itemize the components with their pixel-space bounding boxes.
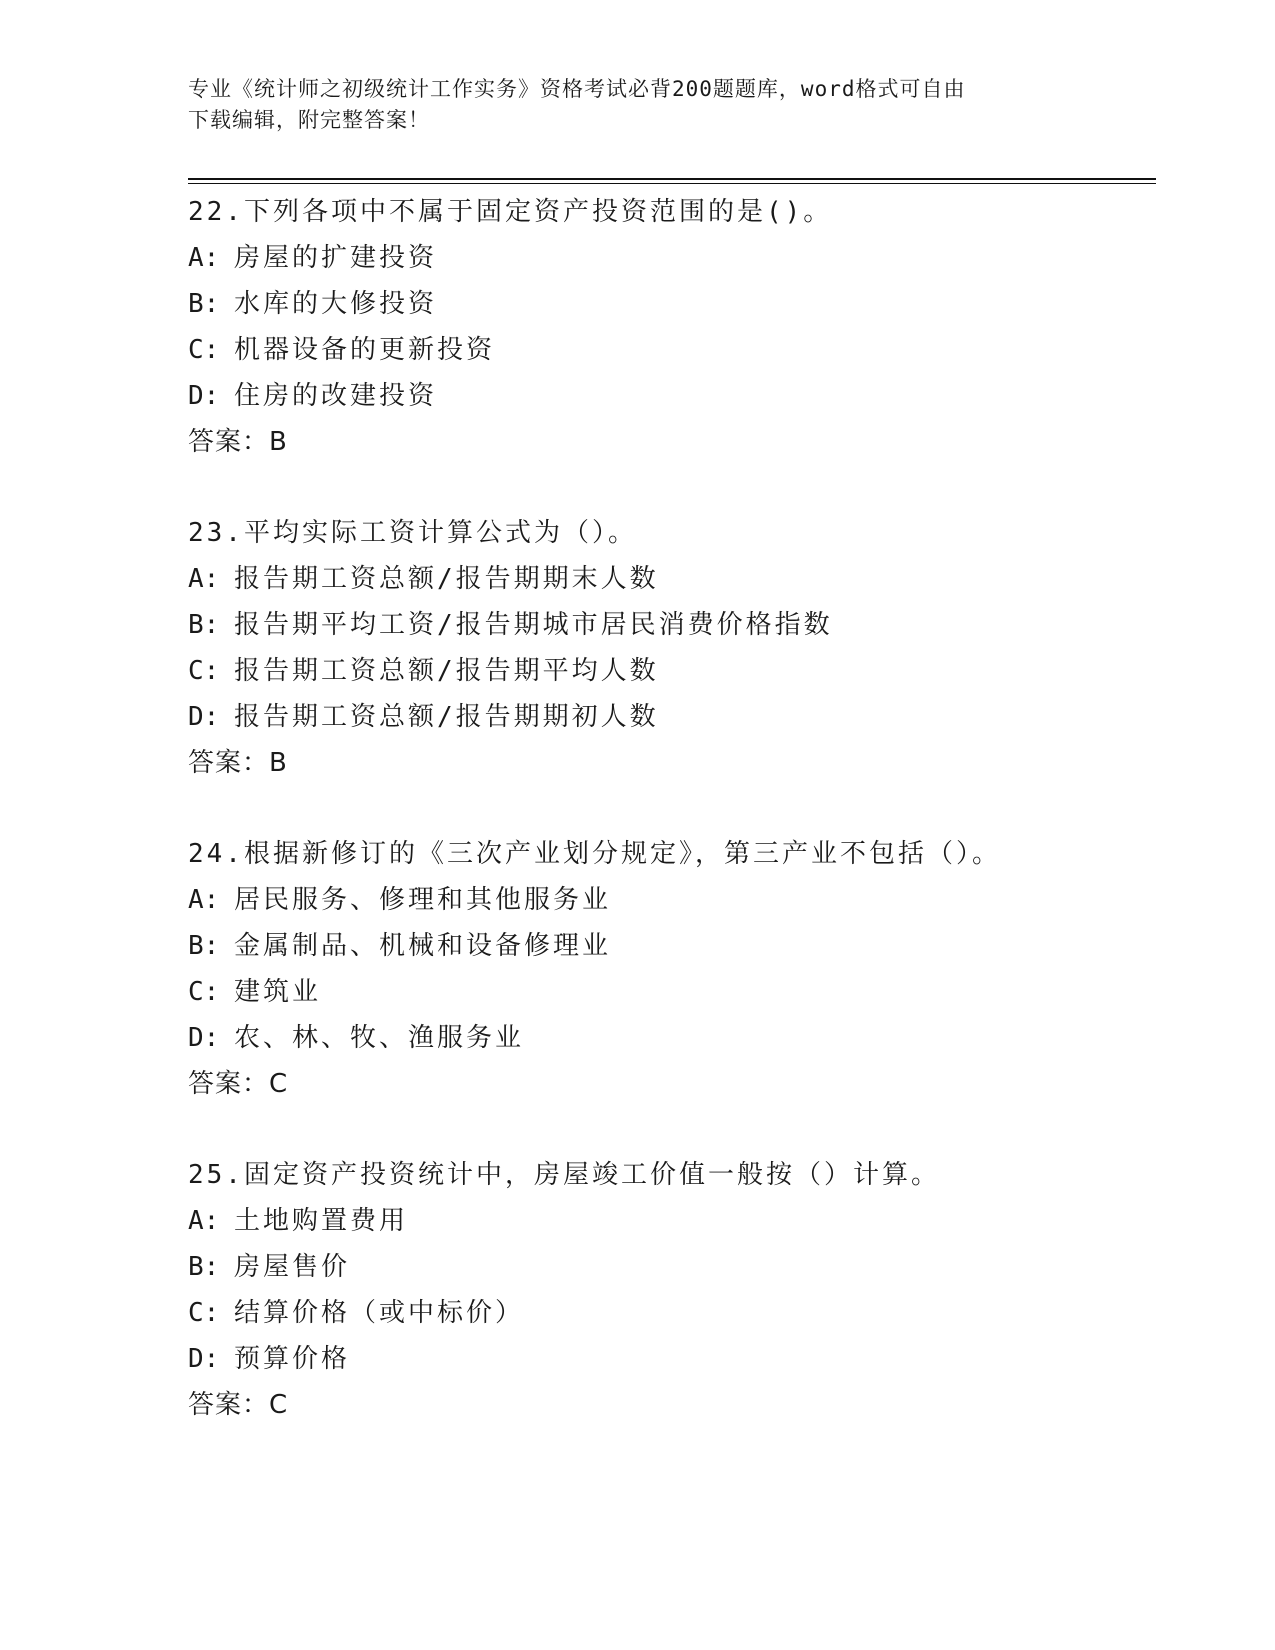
option-text: 金属制品、机械和设备修理业 [234, 931, 612, 961]
option-b [188, 1244, 1148, 1290]
option-text: 建筑业 [234, 977, 322, 1007]
option-label: A: [188, 564, 220, 594]
option-text: 农、林、牧、渔服务业 [234, 1023, 525, 1053]
option-label: D: [188, 1344, 220, 1374]
option-label: B: [188, 931, 220, 961]
option-text: 机器设备的更新投资 [234, 335, 496, 365]
option-d [188, 373, 1148, 419]
option-label: D: [188, 702, 220, 732]
option-a [188, 877, 1148, 923]
answer-line: 答案：B [188, 748, 288, 778]
option-text: 房屋的扩建投资 [234, 243, 438, 273]
answer-line: 答案：C [188, 1390, 289, 1420]
option-label: B: [188, 289, 220, 319]
option-c [188, 969, 1148, 1015]
option-text: 居民服务、修理和其他服务业 [234, 885, 612, 915]
option-label: B: [188, 610, 220, 640]
option-label: C: [188, 656, 220, 686]
option-text: 住房的改建投资 [234, 381, 438, 411]
option-a [188, 1198, 1148, 1244]
question-stem: 23.平均实际工资计算公式为（）。 [188, 518, 637, 548]
option-label: C: [188, 1298, 220, 1328]
option-a [188, 235, 1148, 281]
option-label: C: [188, 977, 220, 1007]
header-divider-thin [188, 183, 1156, 184]
option-label: B: [188, 1252, 220, 1282]
question-22 [188, 189, 1148, 465]
option-text: 预算价格 [234, 1344, 351, 1374]
option-d [188, 694, 1148, 740]
option-label: C: [188, 335, 220, 365]
document-header [188, 74, 1068, 136]
question-stem: 24.根据新修订的《三次产业划分规定》，第三产业不包括（）。 [188, 839, 1001, 869]
option-label: A: [188, 885, 220, 915]
option-b [188, 923, 1148, 969]
header-divider-thick [188, 178, 1156, 180]
option-b [188, 281, 1148, 327]
option-label: A: [188, 1206, 220, 1236]
option-text: 报告期工资总额/报告期平均人数 [234, 656, 659, 686]
answer-line: 答案：C [188, 1069, 289, 1099]
header-line-1: 专业《统计师之初级统计工作实务》资格考试必背200题题库，word格式可自由 [188, 77, 966, 101]
option-b [188, 602, 1148, 648]
question-24 [188, 831, 1148, 1107]
option-c [188, 327, 1148, 373]
question-23 [188, 510, 1148, 786]
option-text: 报告期平均工资/报告期城市居民消费价格指数 [234, 610, 833, 640]
option-label: D: [188, 381, 220, 411]
header-line-2: 下载编辑，附完整答案！ [188, 108, 430, 132]
option-c [188, 1290, 1148, 1336]
question-stem: 25.固定资产投资统计中，房屋竣工价值一般按（）计算。 [188, 1160, 940, 1190]
question-list [188, 189, 1148, 1473]
option-d [188, 1015, 1148, 1061]
option-label: D: [188, 1023, 220, 1053]
answer-line: 答案：B [188, 427, 288, 457]
option-c [188, 648, 1148, 694]
option-text: 结算价格（或中标价） [234, 1298, 525, 1328]
question-stem: 22.下列各项中不属于固定资产投资范围的是()。 [188, 197, 833, 227]
option-text: 水库的大修投资 [234, 289, 438, 319]
option-a [188, 556, 1148, 602]
option-text: 土地购置费用 [234, 1206, 409, 1236]
option-text: 报告期工资总额/报告期期初人数 [234, 702, 659, 732]
option-text: 房屋售价 [234, 1252, 351, 1282]
option-d [188, 1336, 1148, 1382]
option-text: 报告期工资总额/报告期期末人数 [234, 564, 659, 594]
option-label: A: [188, 243, 220, 273]
question-25 [188, 1152, 1148, 1428]
